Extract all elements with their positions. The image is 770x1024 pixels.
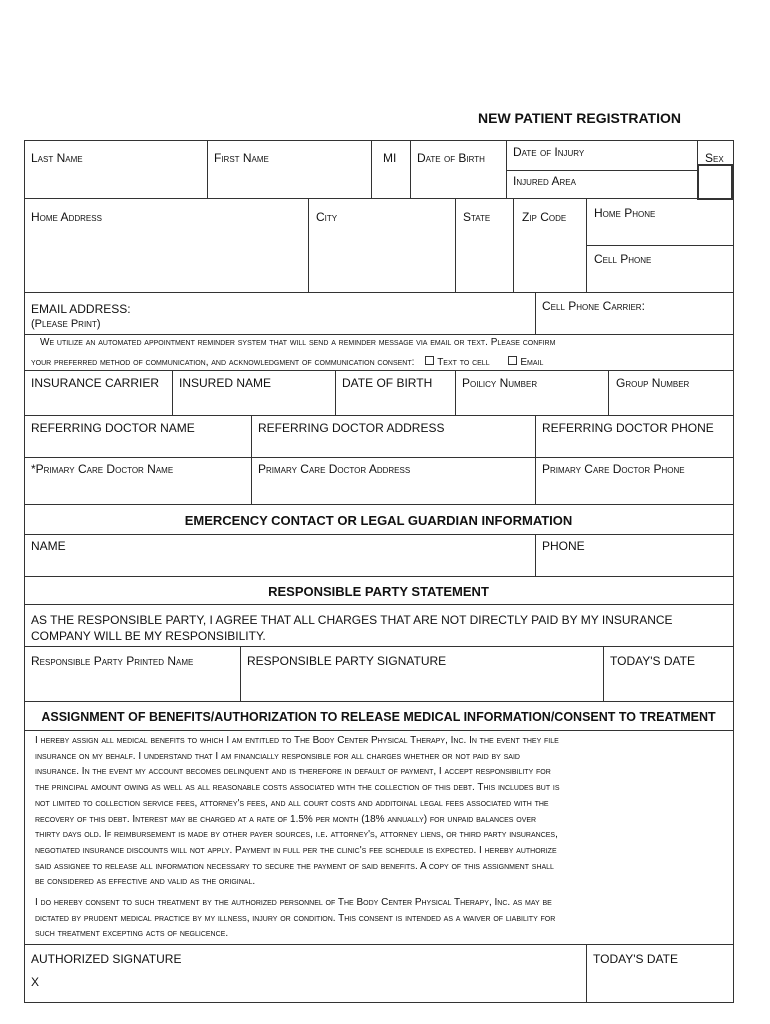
email-field[interactable]: EMAIL ADDRESS: bbox=[31, 302, 131, 316]
state-field[interactable]: State bbox=[463, 210, 491, 224]
paragraph-line: said assignee to release all information necessary to secure the payment of said benefits. A copy of this assignment shall bbox=[35, 860, 554, 872]
referring-doctor-phone-field[interactable]: REFERRING DOCTOR PHONE bbox=[542, 421, 714, 435]
paragraph-line: I do hereby consent to such treatment by the authorized personnel of The Body Center Physical Therapy, Inc. as may be bbox=[35, 897, 552, 908]
reminder-line-1: We utilize an automated appointment reminder system that will send a reminder message via email or text. Please confirm bbox=[40, 337, 556, 348]
emergency-name-field[interactable]: NAME bbox=[31, 539, 66, 553]
text-to-cell-label: Text to cell bbox=[437, 357, 490, 368]
paragraph-line: not limited to collection service fees, attorney's fees, and all court costs and additoinal legal fees associated with the bbox=[35, 797, 549, 809]
responsible-statement-line-1: AS THE RESPONSIBLE PARTY, I AGREE THAT ALL CHARGES THAT ARE NOT DIRECTLY PAID BY MY INSURANCE bbox=[31, 613, 673, 627]
mi-field[interactable]: MI bbox=[383, 151, 397, 165]
pcp-phone-field[interactable]: Primary Care Doctor Phone bbox=[542, 462, 685, 476]
paragraph-line: insurance on my behalf. I understand that I am financially responsible for all charges whether or not paid by said bbox=[35, 750, 520, 762]
zip-field[interactable]: Zip Code bbox=[522, 210, 567, 224]
email-checkbox[interactable] bbox=[508, 356, 517, 365]
first-name-field[interactable]: First Name bbox=[214, 151, 269, 165]
responsible-statement-line-2: COMPANY WILL BE MY RESPONSIBILITY. bbox=[31, 629, 266, 643]
home-address-field[interactable]: Home Address bbox=[31, 210, 102, 224]
cell-phone-field[interactable]: Cell Phone bbox=[594, 252, 652, 266]
paragraph-line: the principal amount owing as well as all reasonable costs associated with the collection of this debt. This includes but is bbox=[35, 782, 560, 794]
referring-doctor-name-field[interactable]: REFERRING DOCTOR NAME bbox=[31, 421, 195, 435]
sex-checkbox[interactable] bbox=[697, 164, 733, 200]
page-title: NEW PATIENT REGISTRATION bbox=[478, 110, 681, 126]
reminder-line-2-row bbox=[31, 356, 543, 368]
reminder-line-2: your preferred method of communication, and acknowledgment of communication consent: bbox=[31, 357, 415, 368]
policy-number-field[interactable]: Poilicy Number bbox=[462, 376, 538, 390]
insurance-carrier-field[interactable]: INSURANCE CARRIER bbox=[31, 376, 160, 390]
signature-x-mark: X bbox=[31, 975, 40, 989]
paragraph-line: recovery of this debt. Interest may be charged at a rate of 1.5% per month (18% annually) for unpaid balances over bbox=[35, 813, 537, 825]
paragraph-line: I hereby assign all medical benefits to which I am entitled to The Body Center Physical Therapy, Inc. In the event they file bbox=[35, 735, 559, 746]
responsible-signature-field[interactable]: RESPONSIBLE PARTY SIGNATURE bbox=[247, 654, 447, 668]
emergency-heading: EMERCENCY CONTACT OR LEGAL GUARDIAN INFORMATION bbox=[184, 513, 573, 528]
paragraph-line: dictated by prudent medical practice by my illness, injury or condition. This consent is intended as a waiver of liability for bbox=[35, 912, 556, 924]
paragraph-line: thirty days old. If reimbursement is made by other payer sources, i.e. attorney's, attorney liens, or third party insurances, bbox=[35, 829, 558, 841]
pcp-address-field[interactable]: Primary Care Doctor Address bbox=[258, 462, 411, 476]
responsible-printed-name-field[interactable]: Responsible Party Printed Name bbox=[31, 654, 194, 668]
please-print-note: (Please Print) bbox=[31, 318, 101, 330]
paragraph-line: such treatment excepting acts of neglicence. bbox=[35, 928, 229, 940]
responsible-heading: RESPONSIBLE PARTY STATEMENT bbox=[268, 584, 489, 599]
insured-dob-field[interactable]: DATE OF BIRTH bbox=[342, 376, 433, 390]
assignment-paragraph-1 bbox=[35, 733, 560, 890]
paragraph-line: be considered as effective and valid as the original. bbox=[35, 876, 256, 888]
sex-label: Sex bbox=[705, 151, 724, 165]
assignment-date-field[interactable]: TODAY'S DATE bbox=[593, 952, 678, 966]
dob-field[interactable]: Date of Birth bbox=[417, 151, 485, 165]
assignment-heading: ASSIGNMENT OF BENEFITS/AUTHORIZATION TO RELEASE MEDICAL INFORMATION/CONSENT TO TREATMENT bbox=[41, 710, 716, 724]
assignment-paragraph-2 bbox=[35, 895, 555, 942]
paragraph-line: negotiated insurance discounts will not apply. Payment in full per the clinic's fee schedule is expected. I hereby authorize bbox=[35, 844, 557, 856]
insured-name-field[interactable]: INSURED NAME bbox=[179, 376, 272, 390]
responsible-date-field[interactable]: TODAY'S DATE bbox=[610, 654, 695, 668]
home-phone-field[interactable]: Home Phone bbox=[594, 206, 656, 220]
pcp-name-field[interactable]: *Primary Care Doctor Name bbox=[31, 462, 174, 476]
paragraph-line: insurance. In the event my account becomes delinquent and is therefore in default of payment, I accept responsibility for bbox=[35, 766, 551, 778]
city-field[interactable]: City bbox=[316, 210, 338, 224]
emergency-phone-field[interactable]: PHONE bbox=[542, 539, 585, 553]
cell-carrier-field[interactable]: Cell Phone Carrier: bbox=[542, 299, 645, 313]
injured-area-field[interactable]: Injured Area bbox=[513, 174, 576, 188]
last-name-field[interactable]: Last Name bbox=[31, 151, 83, 165]
referring-doctor-address-field[interactable]: REFERRING DOCTOR ADDRESS bbox=[258, 421, 445, 435]
authorized-signature-field[interactable]: AUTHORIZED SIGNATURE bbox=[31, 952, 182, 966]
group-number-field[interactable]: Group Number bbox=[616, 376, 690, 390]
text-to-cell-checkbox[interactable] bbox=[425, 356, 434, 365]
date-of-injury-field[interactable]: Date of Injury bbox=[513, 145, 585, 159]
email-option-label: Email bbox=[520, 357, 544, 368]
